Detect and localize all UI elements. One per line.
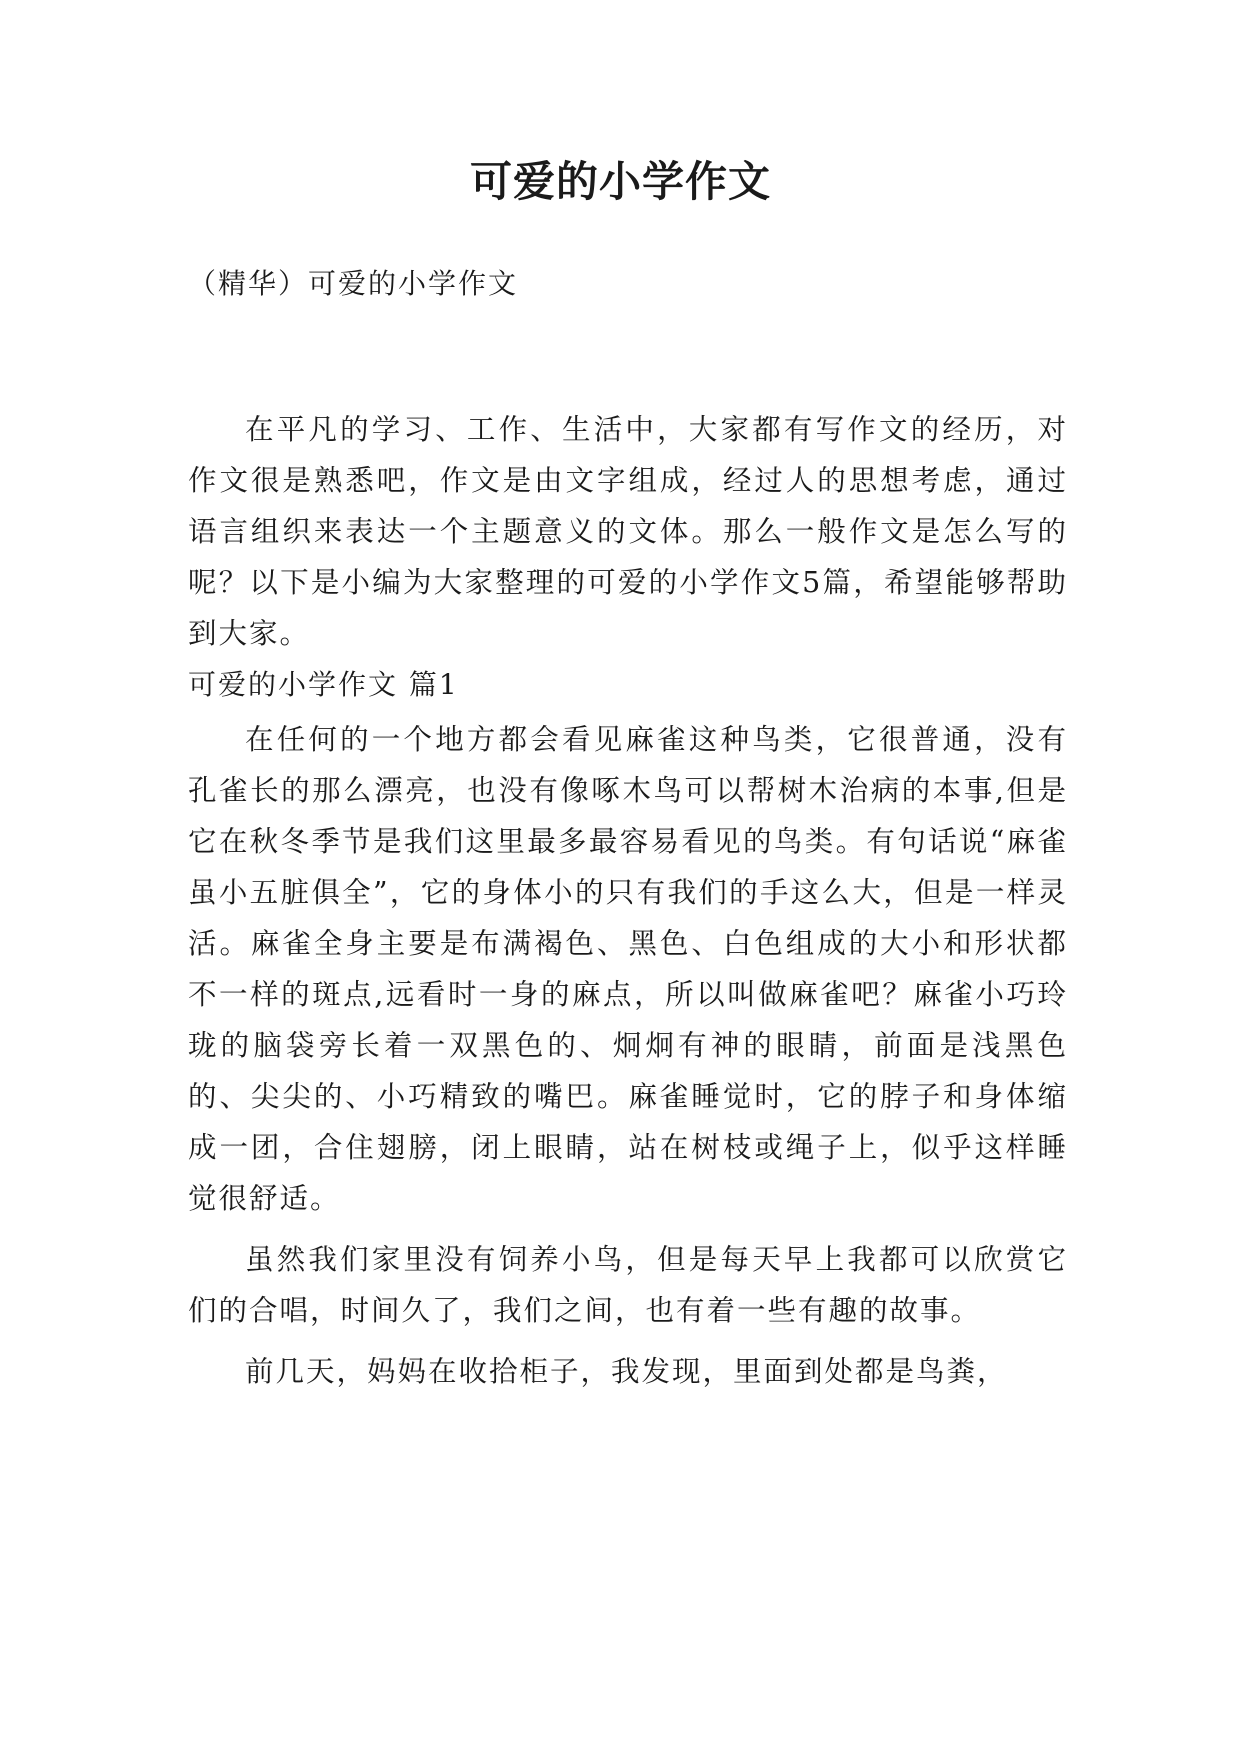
document-subtitle: （精华）可爱的小学作文 [188, 267, 519, 300]
section-heading: 可爱的小学作文 篇1 [188, 668, 459, 701]
intro-paragraph: 在平凡的学习、工作、生活中，大家都有写作文的经历，对作文很是熟悉吧，作文是由文字组成，经过人的思想考虑，通过语言组织来表达一个主题意义的文体。那么一般作文是怎么写的呢？以下是小编为大家整理的可爱的小学作文5篇，希望能够帮助到大家。 [188, 413, 1068, 650]
document-title: 可爱的小学作文 [469, 157, 771, 206]
document-body [188, 404, 1068, 1397]
body-paragraph-1: 在任何的一个地方都会看见麻雀这种鸟类，它很普通，没有孔雀长的那么漂亮，也没有像啄木鸟可以帮树木治病的本事,但是它在秋冬季节是我们这里最多最容易看见的鸟类。有句话说“麻雀虽小五脏俱全”，它的身体小的只有我们的手这么大，但是一样灵活。麻雀全身主要是布满褐色、黑色、白色组成的大小和形状都不一样的斑点,远看时一身的麻点，所以叫做麻雀吧？麻雀小巧玲珑的脑袋旁长着一双黑色的、炯炯有神的眼睛，前面是浅黑色的、尖尖的、小巧精致的嘴巴。麻雀睡觉时，它的脖子和身体缩成一团，合住翅膀，闭上眼睛，站在树枝或绳子上，似乎这样睡觉很舒适。 [188, 723, 1068, 1215]
body-paragraph-2: 虽然我们家里没有饲养小鸟，但是每天早上我都可以欣赏它们的合唱，时间久了，我们之间，也有着一些有趣的故事。 [188, 1243, 1068, 1327]
body-paragraph-3: 前几天，妈妈在收拾柜子，我发现，里面到处都是鸟粪， [245, 1355, 1008, 1388]
